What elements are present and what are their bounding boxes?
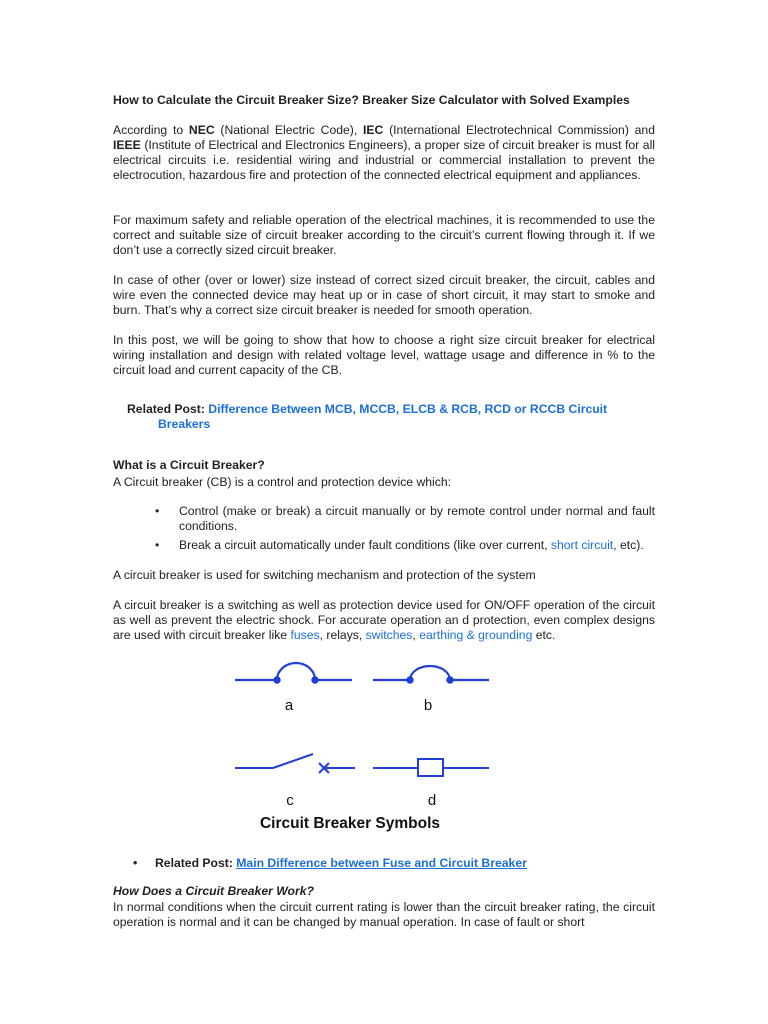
symbol-b-label: b bbox=[423, 697, 433, 714]
symbol-d bbox=[373, 759, 489, 776]
intro-text-3: (International Electrotechnical Commission) and bbox=[383, 123, 655, 137]
protection-paragraph bbox=[113, 598, 655, 643]
bullet-dot: • bbox=[155, 504, 160, 518]
page-title: How to Calculate the Circuit Breaker Size? Breaker Size Calculator with Solved Examples bbox=[113, 93, 630, 107]
oversize-paragraph: In case of other (over or lower) size instead of correct sized circuit breaker, the circuit, cables and wire even the connected device may heat up or in case of short circuit, it may start to smoke and burn. That’s why a correct size circuit breaker is needed for smooth operation. bbox=[113, 273, 655, 317]
what-line: A Circuit breaker (CB) is a control and protection device which: bbox=[113, 475, 452, 489]
intro-text-2: (National Electric Code), bbox=[214, 123, 363, 137]
switches-link[interactable]: switches bbox=[365, 628, 413, 642]
related-post-link-mcb-cont[interactable]: Breakers bbox=[158, 417, 211, 431]
symbol-a-label: a bbox=[284, 697, 294, 714]
intro-paragraph bbox=[113, 123, 655, 183]
protection-text-2: , relays, bbox=[319, 628, 366, 642]
protection-text-3: , bbox=[412, 628, 420, 642]
symbol-a bbox=[235, 663, 352, 683]
bullet-dot: • bbox=[155, 538, 160, 552]
related-post-label: Related Post: bbox=[155, 856, 237, 870]
earthing-grounding-link[interactable]: earthing & grounding bbox=[419, 628, 533, 642]
symbol-d-label: d bbox=[427, 792, 437, 809]
list-item bbox=[155, 504, 655, 534]
what-heading: What is a Circuit Breaker? bbox=[113, 458, 265, 472]
figure-caption: Circuit Breaker Symbols bbox=[259, 815, 441, 832]
protection-text-4: etc. bbox=[532, 628, 556, 642]
short-circuit-link[interactable]: short circuit bbox=[550, 538, 614, 552]
intro-text-4: (Institute of Electrical and Electronics Engineers), a proper size of circuit breaker is must for all electrical circuits i.e. residential wiring and industrial or commercial installation to prevent the electrocution, hazardous fire and protection of the connected electrical equipment and appliances. bbox=[113, 138, 655, 182]
bullet-text: Control (make or break) a circuit manually or by remote control under normal and fault conditions. bbox=[179, 504, 655, 533]
safety-paragraph: For maximum safety and reliable operation of the electrical machines, it is recommended to use the correct and suitable size of circuit breaker according to the circuit’s current flowing through it. If we don’t use a correctly sized circuit breaker. bbox=[113, 213, 655, 257]
post-intro-paragraph: In this post, we will be going to show that how to choose a right size circuit breaker for electrical wiring installation and design with related voltage level, wattage usage and difference in % to the circuit load and current capacity of the CB. bbox=[113, 333, 655, 377]
nec-term: NEC bbox=[188, 123, 215, 137]
list-item bbox=[155, 538, 655, 553]
symbol-c bbox=[235, 754, 355, 773]
protection-text: A circuit breaker is a switching as well as protection device used for ON/OFF operation of the circuit as well as prevent the electric shock. For accurate operation an d protection, even complex designs are used with circuit breaker like bbox=[113, 598, 655, 642]
circuit-breaker-symbols-figure bbox=[225, 650, 505, 840]
related-post-1 bbox=[127, 402, 655, 432]
switching-line: A circuit breaker is used for switching mechanism and protection of the system bbox=[113, 568, 536, 582]
related-post-link-mcb[interactable]: Difference Between MCB, MCCB, ELCB & RCB, RCD or RCCB Circuit bbox=[208, 402, 608, 416]
how-it-works-heading: How Does a Circuit Breaker Work? bbox=[113, 884, 314, 898]
intro-text-1: According to bbox=[113, 123, 189, 137]
fuse-vs-breaker-link[interactable]: Main Difference between Fuse and Circuit Breaker bbox=[236, 856, 527, 870]
how-it-works-paragraph: In normal conditions when the circuit current rating is lower than the circuit breaker rating, the circuit operation is normal and it can be changed by manual operation. In case of fault or short bbox=[113, 900, 655, 929]
bullet-text: Break a circuit automatically under fault conditions (like over current, bbox=[179, 538, 551, 552]
bullet-text-end: , etc). bbox=[613, 538, 644, 552]
related-post-label: Related Post: bbox=[127, 402, 209, 416]
related-post-2 bbox=[133, 856, 631, 871]
symbol-b bbox=[373, 666, 489, 683]
symbol-c-label: c bbox=[286, 792, 294, 809]
iec-term: IEC bbox=[363, 123, 384, 137]
fuses-link[interactable]: fuses bbox=[290, 628, 320, 642]
bullet-dot: • bbox=[133, 856, 138, 870]
ieee-term: IEEE bbox=[113, 138, 141, 152]
